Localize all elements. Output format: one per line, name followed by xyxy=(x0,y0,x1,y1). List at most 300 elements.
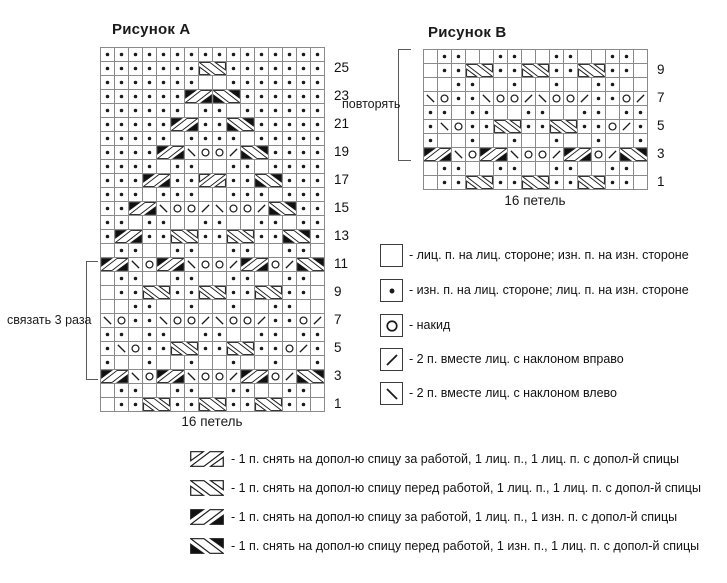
row-number: 1 xyxy=(334,396,342,411)
purl-dot xyxy=(255,90,268,103)
purl-dot xyxy=(564,64,577,77)
purl-dot xyxy=(255,48,268,61)
purl-dot xyxy=(269,90,282,103)
purl-dot xyxy=(283,62,296,75)
cable-front-knit-knit xyxy=(522,64,549,77)
purl-dot xyxy=(115,104,128,117)
yarnover xyxy=(185,202,198,215)
yarnover xyxy=(199,370,212,383)
purl-dot xyxy=(438,176,451,189)
purl-dot xyxy=(269,48,282,61)
row-number: 21 xyxy=(334,116,350,131)
purl-dot xyxy=(311,160,324,173)
k2tog-right xyxy=(227,370,240,383)
yarnover xyxy=(536,148,549,161)
purl-dot xyxy=(297,104,310,117)
purl-dot xyxy=(171,62,184,75)
row-number: 13 xyxy=(334,228,350,243)
row-number: 25 xyxy=(334,60,350,75)
purl-dot xyxy=(185,384,198,397)
purl-dot xyxy=(115,216,128,229)
purl-dot xyxy=(255,216,268,229)
cable-front-knit-knit xyxy=(550,120,577,133)
purl-dot xyxy=(101,62,114,75)
purl-dot xyxy=(101,342,114,355)
purl-dot xyxy=(269,118,282,131)
cable-front-knit-knit xyxy=(227,230,254,243)
purl-dot xyxy=(452,50,465,63)
purl-dot xyxy=(297,118,310,131)
cable-back-knit-knit xyxy=(199,174,226,187)
chart-b-title: Рисунок B xyxy=(428,24,507,41)
purl-dot xyxy=(269,146,282,159)
cable-front-purl-knit xyxy=(255,174,282,187)
chart-b-stitch-count: 16 петель xyxy=(504,193,566,208)
chart-a-bracket-tick-bottom xyxy=(86,379,98,380)
purl-dot xyxy=(171,286,184,299)
k2tog-right xyxy=(606,148,619,161)
cable-back-knit-purl xyxy=(101,370,128,383)
k2tog-left xyxy=(185,258,198,271)
purl-dot xyxy=(255,328,268,341)
purl-dot xyxy=(129,104,142,117)
purl-dot xyxy=(101,104,114,117)
purl-dot xyxy=(297,48,310,61)
purl-dot xyxy=(241,90,254,103)
purl-dot xyxy=(241,398,254,411)
legend-text: - 1 п. снять на допол-ю спицу перед работой, 1 изн. п., 1 лиц. п. с допол-й спицы xyxy=(231,539,700,553)
cable-front-knit-knit xyxy=(199,286,226,299)
purl-dot xyxy=(269,230,282,243)
chart-a-bracket-label: связать 3 раза xyxy=(7,313,92,327)
cable-front-knit-knit xyxy=(199,62,226,75)
purl-dot xyxy=(129,146,142,159)
purl-dot xyxy=(311,230,324,243)
purl-dot xyxy=(101,174,114,187)
purl-dot xyxy=(283,146,296,159)
purl-dot xyxy=(283,118,296,131)
k2tog-left xyxy=(438,120,451,133)
purl-dot xyxy=(241,286,254,299)
purl-dot xyxy=(452,64,465,77)
purl-dot xyxy=(227,286,240,299)
purl-dot xyxy=(115,160,128,173)
yarnover xyxy=(606,120,619,133)
purl-dot xyxy=(185,286,198,299)
purl-dot xyxy=(536,120,549,133)
purl-dot xyxy=(297,398,310,411)
purl-dot xyxy=(213,328,226,341)
purl-dot xyxy=(536,106,549,119)
purl-dot xyxy=(143,76,156,89)
purl-dot xyxy=(129,174,142,187)
chart-b-bracket-tick-top xyxy=(398,49,411,50)
k2tog-right xyxy=(550,148,563,161)
cable-front-purl-knit xyxy=(297,370,324,383)
purl-dot xyxy=(171,244,184,257)
purl-dot xyxy=(494,64,507,77)
purl-dot xyxy=(199,342,212,355)
row-number: 15 xyxy=(334,200,350,215)
yarnover xyxy=(297,314,310,327)
purl-dot xyxy=(185,188,198,201)
purl-dot xyxy=(634,120,647,133)
purl-dot xyxy=(466,92,479,105)
purl-dot xyxy=(101,146,114,159)
k2tog-right xyxy=(227,146,240,159)
purl-dot xyxy=(101,202,114,215)
k2tog-right xyxy=(255,314,268,327)
purl-dot xyxy=(115,48,128,61)
row-number: 9 xyxy=(334,284,342,299)
purl-dot xyxy=(606,64,619,77)
row-number: 7 xyxy=(334,312,342,327)
row-number: 23 xyxy=(334,88,350,103)
purl-dot xyxy=(283,272,296,285)
yarnover xyxy=(199,258,212,271)
purl-dot xyxy=(494,50,507,63)
purl-dot xyxy=(129,118,142,131)
purl-dot xyxy=(171,76,184,89)
purl-dot xyxy=(297,216,310,229)
yarnover xyxy=(241,202,254,215)
purl-dot xyxy=(255,342,268,355)
purl-dot xyxy=(185,272,198,285)
purl-dot xyxy=(438,106,451,119)
purl-dot xyxy=(480,120,493,133)
k2tog-left xyxy=(424,92,437,105)
purl-dot xyxy=(171,160,184,173)
purl-dot xyxy=(283,160,296,173)
purl-dot xyxy=(101,188,114,201)
purl-dot xyxy=(311,76,324,89)
chart-a-bracket-tick-top xyxy=(86,261,98,262)
purl-dot xyxy=(283,300,296,313)
yarnover xyxy=(213,146,226,159)
purl-dot xyxy=(620,50,633,63)
purl-dot xyxy=(213,104,226,117)
k2tog-left xyxy=(536,92,549,105)
row-number: 11 xyxy=(334,256,349,271)
purl-dot xyxy=(227,48,240,61)
yarnover xyxy=(171,314,184,327)
purl-dot xyxy=(199,216,212,229)
purl-dot xyxy=(269,314,282,327)
purl-dot xyxy=(508,64,521,77)
purl-dot xyxy=(241,272,254,285)
yarnover xyxy=(452,120,465,133)
cable-front-knit-knit xyxy=(255,286,282,299)
purl-dot xyxy=(508,134,521,147)
purl-dot xyxy=(269,62,282,75)
purl-dot xyxy=(283,132,296,145)
k2tog-right xyxy=(255,202,268,215)
yarnover xyxy=(213,370,226,383)
purl-dot xyxy=(606,162,619,175)
purl-dot xyxy=(255,104,268,117)
purl-dot xyxy=(157,132,170,145)
k2tog-left xyxy=(508,148,521,161)
purl-dot xyxy=(297,384,310,397)
purl-dot xyxy=(592,106,605,119)
purl-dot xyxy=(480,106,493,119)
purl-dot xyxy=(199,118,212,131)
purl-dot xyxy=(227,160,240,173)
purl-dot xyxy=(466,106,479,119)
yarnover xyxy=(227,202,240,215)
purl-dot xyxy=(143,230,156,243)
cable-front-purl-knit xyxy=(269,202,296,215)
purl-dot xyxy=(311,90,324,103)
purl-dot xyxy=(466,78,479,91)
chart-b-bracket-tick-bottom xyxy=(398,160,411,161)
purl-dot xyxy=(508,78,521,91)
yarnover xyxy=(213,258,226,271)
purl-dot xyxy=(452,162,465,175)
purl-dot xyxy=(311,174,324,187)
purl-dot xyxy=(241,76,254,89)
purl-dot xyxy=(241,244,254,257)
purl-dot xyxy=(283,48,296,61)
purl-dot xyxy=(129,314,142,327)
purl-dot xyxy=(157,342,170,355)
purl-dot xyxy=(143,146,156,159)
purl-dot xyxy=(592,78,605,91)
yarnover xyxy=(227,314,240,327)
purl-dot xyxy=(227,272,240,285)
k2tog-right xyxy=(283,258,296,271)
k2tog-left xyxy=(101,314,114,327)
purl-dot xyxy=(592,120,605,133)
yarnover xyxy=(143,370,156,383)
purl-dot xyxy=(311,104,324,117)
purl-dot xyxy=(283,244,296,257)
purl-dot xyxy=(269,104,282,117)
purl-dot xyxy=(227,76,240,89)
purl-dot xyxy=(185,76,198,89)
purl-dot xyxy=(129,286,142,299)
k2tog-left xyxy=(185,370,198,383)
purl-dot xyxy=(227,244,240,257)
row-number: 3 xyxy=(334,368,342,383)
cable-front-knit-knit xyxy=(466,64,493,77)
cable-front-purl-knit xyxy=(297,258,324,271)
purl-dot xyxy=(424,106,437,119)
purl-dot xyxy=(143,132,156,145)
purl-dot xyxy=(143,314,156,327)
purl-dot xyxy=(185,160,198,173)
purl-dot xyxy=(564,176,577,189)
purl-dot xyxy=(129,188,142,201)
row-number: 5 xyxy=(657,118,665,133)
purl-dot xyxy=(157,62,170,75)
purl-dot xyxy=(297,202,310,215)
yarnover xyxy=(564,92,577,105)
purl-dot xyxy=(297,146,310,159)
purl-dot xyxy=(171,174,184,187)
purl-dot xyxy=(424,120,437,133)
purl-dot xyxy=(311,356,324,369)
legend-text: - лиц. п. на лиц. стороне; изн. п. на изн. стороне xyxy=(409,248,689,262)
purl-dot xyxy=(157,48,170,61)
cable-front-knit-knit xyxy=(171,342,198,355)
purl-dot xyxy=(606,50,619,63)
chart-b-grid xyxy=(423,49,648,190)
k2tog-right xyxy=(199,314,212,327)
cable-back-knit-purl xyxy=(185,90,212,103)
yarnover xyxy=(185,314,198,327)
purl-dot xyxy=(227,300,240,313)
cable-back-knit-purl xyxy=(424,148,451,161)
legend-symbol-cable-back-knit-knit xyxy=(190,451,224,467)
purl-dot xyxy=(508,50,521,63)
purl-dot xyxy=(171,398,184,411)
yarnover xyxy=(283,342,296,355)
purl-dot xyxy=(213,118,226,131)
purl-dot xyxy=(143,342,156,355)
purl-dot xyxy=(157,104,170,117)
purl-dot xyxy=(578,106,591,119)
purl-dot xyxy=(283,314,296,327)
k2tog-right xyxy=(522,92,535,105)
purl-dot xyxy=(115,132,128,145)
purl-dot xyxy=(185,300,198,313)
purl-dot xyxy=(241,188,254,201)
purl-dot xyxy=(283,398,296,411)
purl-dot xyxy=(101,230,114,243)
purl-dot xyxy=(269,300,282,313)
cable-back-knit-purl xyxy=(241,258,268,271)
purl-dot xyxy=(115,384,128,397)
purl-dot xyxy=(115,62,128,75)
purl-dot xyxy=(283,104,296,117)
k2tog-right xyxy=(620,120,633,133)
purl-dot xyxy=(227,188,240,201)
purl-dot xyxy=(171,90,184,103)
purl-dot xyxy=(311,62,324,75)
purl-dot xyxy=(213,230,226,243)
cable-back-knit-purl xyxy=(171,118,198,131)
legend-text: - накид xyxy=(409,318,451,332)
purl-dot xyxy=(550,78,563,91)
purl-dot xyxy=(564,50,577,63)
cable-front-knit-knit xyxy=(578,176,605,189)
purl-dot xyxy=(157,328,170,341)
purl-dot xyxy=(269,356,282,369)
purl-dot xyxy=(550,162,563,175)
cable-back-knit-purl xyxy=(115,230,142,243)
purl-dot xyxy=(297,160,310,173)
purl-dot xyxy=(199,48,212,61)
yarnover xyxy=(522,148,535,161)
k2tog-left xyxy=(115,342,128,355)
yarnover xyxy=(269,258,282,271)
purl-dot xyxy=(157,76,170,89)
purl-dot xyxy=(143,90,156,103)
legend-text: - 1 п. снять на допол-ю спицу за работой, 1 лиц. п., 1 изн. п. с допол-й спицы xyxy=(231,510,678,524)
purl-dot xyxy=(269,216,282,229)
purl-dot xyxy=(171,188,184,201)
purl-dot xyxy=(522,106,535,119)
purl-dot xyxy=(620,176,633,189)
purl-dot xyxy=(115,328,128,341)
purl-dot xyxy=(494,176,507,189)
k2tog-right xyxy=(578,92,591,105)
purl-dot xyxy=(550,64,563,77)
purl-dot xyxy=(143,104,156,117)
purl-dot xyxy=(297,76,310,89)
yarnover xyxy=(115,314,128,327)
row-number: 3 xyxy=(657,146,665,161)
k2tog-left xyxy=(157,202,170,215)
purl-dot xyxy=(185,62,198,75)
purl-dot xyxy=(227,384,240,397)
cable-back-knit-purl xyxy=(129,202,156,215)
chart-a-grid xyxy=(100,47,325,412)
purl-dot xyxy=(550,50,563,63)
yarnover xyxy=(466,148,479,161)
legend-symbol-cable-front-purl-knit xyxy=(190,538,224,554)
legend-text: - 2 п. вместе лиц. с наклоном вправо xyxy=(409,352,624,366)
cable-front-purl-knit xyxy=(213,90,240,103)
row-number: 19 xyxy=(334,144,350,159)
purl-dot xyxy=(227,356,240,369)
purl-dot xyxy=(494,162,507,175)
purl-dot xyxy=(311,132,324,145)
purl-dot xyxy=(311,202,324,215)
purl-dot xyxy=(578,120,591,133)
purl-dot xyxy=(157,90,170,103)
cable-front-knit-knit xyxy=(199,398,226,411)
purl-dot xyxy=(297,286,310,299)
purl-dot xyxy=(634,134,647,147)
purl-dot xyxy=(213,132,226,145)
purl-dot xyxy=(255,118,268,131)
purl-dot xyxy=(311,48,324,61)
purl-dot xyxy=(508,162,521,175)
cable-back-knit-purl xyxy=(143,174,170,187)
purl-dot xyxy=(269,160,282,173)
purl-dot xyxy=(115,174,128,187)
cable-front-knit-knit xyxy=(143,398,170,411)
purl-dot xyxy=(129,76,142,89)
legend-symbol-yarnover xyxy=(380,314,403,337)
purl-dot xyxy=(592,92,605,105)
purl-dot xyxy=(438,162,451,175)
purl-dot xyxy=(311,146,324,159)
purl-dot xyxy=(606,78,619,91)
purl-dot xyxy=(241,174,254,187)
purl-dot xyxy=(311,118,324,131)
yarnover xyxy=(129,342,142,355)
purl-dot xyxy=(227,398,240,411)
purl-dot xyxy=(283,76,296,89)
purl-dot xyxy=(143,328,156,341)
k2tog-right xyxy=(283,370,296,383)
k2tog-right xyxy=(634,92,647,105)
cable-front-knit-knit xyxy=(143,286,170,299)
purl-dot xyxy=(297,132,310,145)
purl-dot xyxy=(297,328,310,341)
purl-dot xyxy=(634,106,647,119)
legend-symbol-knit-blank xyxy=(380,244,403,267)
purl-dot xyxy=(466,134,479,147)
chart-a-stitch-count: 16 петель xyxy=(181,414,243,429)
purl-dot xyxy=(129,398,142,411)
purl-dot xyxy=(255,230,268,243)
cable-back-knit-purl xyxy=(101,258,128,271)
purl-dot xyxy=(157,230,170,243)
